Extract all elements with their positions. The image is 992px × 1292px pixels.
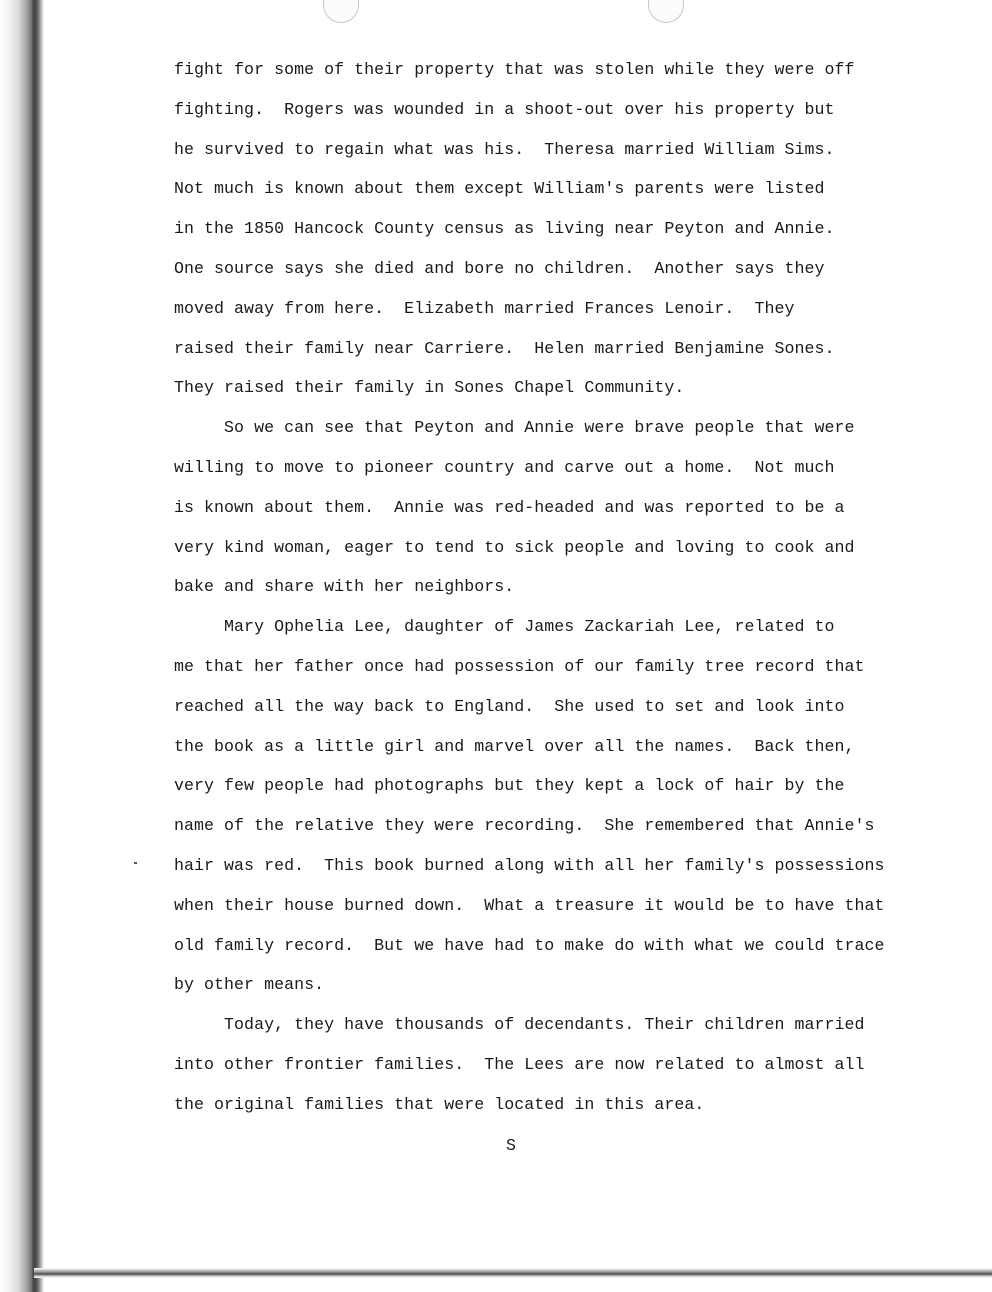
page-number: S <box>506 1136 516 1155</box>
text-line: old family record. But we have had to make do with what we could trace <box>174 935 885 955</box>
text-line: by other means. <box>174 975 325 995</box>
text-line: Today, they have thousands of decendants. Their children married <box>174 1015 865 1035</box>
text-line: is known about them. Annie was red-headed and was reported to be a <box>174 497 845 517</box>
text-line: into other frontier families. The Lees are now related to almost all <box>174 1054 865 1074</box>
text-line: They raised their family in Sones Chapel Community. <box>174 378 685 398</box>
text-line: very kind woman, eager to tend to sick people and loving to cook and <box>174 537 855 557</box>
text-line: One source says she died and bore no children. Another says they <box>174 258 825 278</box>
text-line: fight for some of their property that was stolen while they were off <box>174 60 855 79</box>
text-line: raised their family near Carriere. Helen married Benjamine Sones. <box>174 338 835 358</box>
text-line: in the 1850 Hancock County census as living near Peyton and Annie. <box>174 219 835 239</box>
text-line: bake and share with her neighbors. <box>174 577 515 597</box>
body-text <box>174 54 914 1129</box>
text-line: the book as a little girl and marvel over all the names. Back then, <box>174 736 855 756</box>
binding-edge <box>0 0 44 1292</box>
text-line: the original families that were located in this area. <box>174 1094 705 1114</box>
text-line: So we can see that Peyton and Annie were brave people that were <box>174 418 855 438</box>
text-line: willing to move to pioneer country and carve out a home. Not much <box>174 457 835 477</box>
punch-hole-left <box>323 0 359 23</box>
text-line: hair was red. This book burned along with all her family's possessions <box>174 855 885 875</box>
text-line: he survived to regain what was his. Theresa married William Sims. <box>174 139 835 159</box>
text-line: when their house burned down. What a treasure it would be to have that <box>174 895 885 915</box>
text-line: fighting. Rogers was wounded in a shoot-out over his property but <box>174 99 835 119</box>
punch-hole-right <box>648 0 684 23</box>
stray-mark <box>134 862 137 864</box>
text-line: Not much is known about them except William's parents were listed <box>174 179 825 199</box>
text-line: moved away from here. Elizabeth married Frances Lenoir. They <box>174 298 795 318</box>
text-line: reached all the way back to England. She used to set and look into <box>174 696 845 716</box>
text-line: very few people had photographs but they kept a lock of hair by the <box>174 776 845 796</box>
text-line: name of the relative they were recording. She remembered that Annie's <box>174 816 875 836</box>
text-line: me that her father once had possession of our family tree record that <box>174 656 865 676</box>
bottom-paper-edge <box>34 1268 992 1278</box>
text-line: Mary Ophelia Lee, daughter of James Zackariah Lee, related to <box>174 617 835 637</box>
